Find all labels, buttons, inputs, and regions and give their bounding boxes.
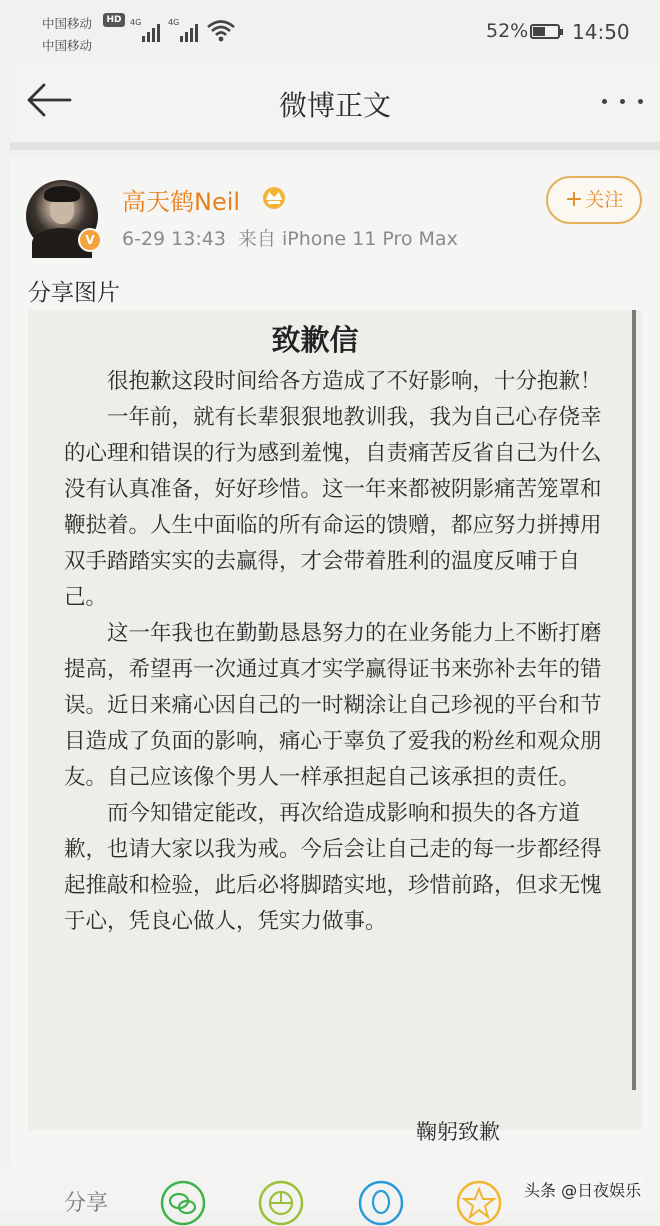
letter-sign-off: 鞠躬致歉 bbox=[416, 1120, 500, 1144]
qzone-icon[interactable] bbox=[456, 1180, 502, 1226]
letter-paragraph: 而今知错定能改，再次给造成影响和损失的各方道歉，也请大家以我为戒。今后会让自己走的每一步都经得起推敲和检验，此后必将脚踏实地，珍惜前路，但求无愧于心，凭良心做人，凭实力做事。 bbox=[64, 801, 602, 934]
status-clock: 14:50 bbox=[572, 20, 630, 44]
weibo-post bbox=[10, 158, 660, 1212]
battery-level-fill bbox=[533, 27, 545, 36]
follow-button[interactable] bbox=[546, 176, 642, 224]
signal-network-tag: 4G bbox=[130, 18, 142, 27]
more-dots-icon bbox=[602, 99, 607, 104]
wechat-icon[interactable] bbox=[160, 1180, 206, 1226]
carrier-label-2: 中国移动 bbox=[42, 38, 93, 53]
letter-paragraph: 很抱歉这段时间给各方造成了不好影响，十分抱歉！ bbox=[107, 369, 602, 394]
signal-strength-icon bbox=[130, 20, 164, 42]
plus-icon: + bbox=[564, 187, 584, 212]
letter-title: 致歉信 bbox=[271, 323, 359, 357]
nav-bar bbox=[10, 62, 660, 150]
letter-paragraph: 这一年我也在勤勤恳恳努力的在业务能力上不断打磨提高，希望再一次通过真才实学赢得证书来弥补去年的错误。近日来痛心因自己的一时糊涂让自己珍视的平台和节目造成了负面的影响，痛心于辜负了爱我的粉丝和观众朋友。自己应该像个男人一样承担起自己该承担的责任。 bbox=[64, 621, 602, 790]
hd-badge: HD bbox=[103, 13, 125, 27]
page-title: 微博正文 bbox=[278, 89, 391, 122]
post-username[interactable]: 高天鹤Neil bbox=[122, 188, 241, 216]
moments-icon[interactable] bbox=[258, 1180, 304, 1226]
post-text: 分享图片 bbox=[28, 280, 120, 306]
post-source: 来自 iPhone 11 Pro Max bbox=[237, 228, 458, 250]
follow-label: 关注 bbox=[585, 189, 624, 211]
wifi-icon bbox=[206, 18, 236, 42]
letter-body bbox=[64, 364, 612, 940]
carrier-label-1: 中国移动 bbox=[42, 16, 93, 31]
post-meta bbox=[122, 224, 458, 251]
member-crown-icon[interactable] bbox=[260, 184, 288, 210]
battery-percent: 52% bbox=[486, 20, 529, 42]
signal-strength-icon-2 bbox=[168, 20, 202, 42]
share-label: 分享 bbox=[64, 1191, 109, 1216]
watermark-text: 头条 @日夜娱乐 bbox=[520, 1176, 645, 1203]
post-date: 6-29 13:43 bbox=[122, 228, 226, 250]
signal-network-tag-2: 4G bbox=[168, 18, 180, 27]
status-bar bbox=[0, 0, 660, 62]
letter-paragraph: 一年前，就有长辈狠狠地教训我，我为自己心存侥幸的心理和错误的行为感到羞愧，自责痛苦反省自己为什么没有认真准备，好好珍惜。这一年来都被阴影痛苦笼罩和鞭挞着。人生中面临的所有命运的馈赠，都应努力拼搏用双手踏踏实实的去赢得，才会带着胜利的温度反哺于自己。 bbox=[64, 405, 602, 610]
verified-badge-icon: V bbox=[78, 228, 102, 252]
battery-icon bbox=[530, 24, 560, 39]
post-image-apology-letter[interactable] bbox=[28, 310, 642, 1144]
more-options-button[interactable] bbox=[600, 86, 646, 116]
qq-icon[interactable] bbox=[358, 1180, 404, 1226]
